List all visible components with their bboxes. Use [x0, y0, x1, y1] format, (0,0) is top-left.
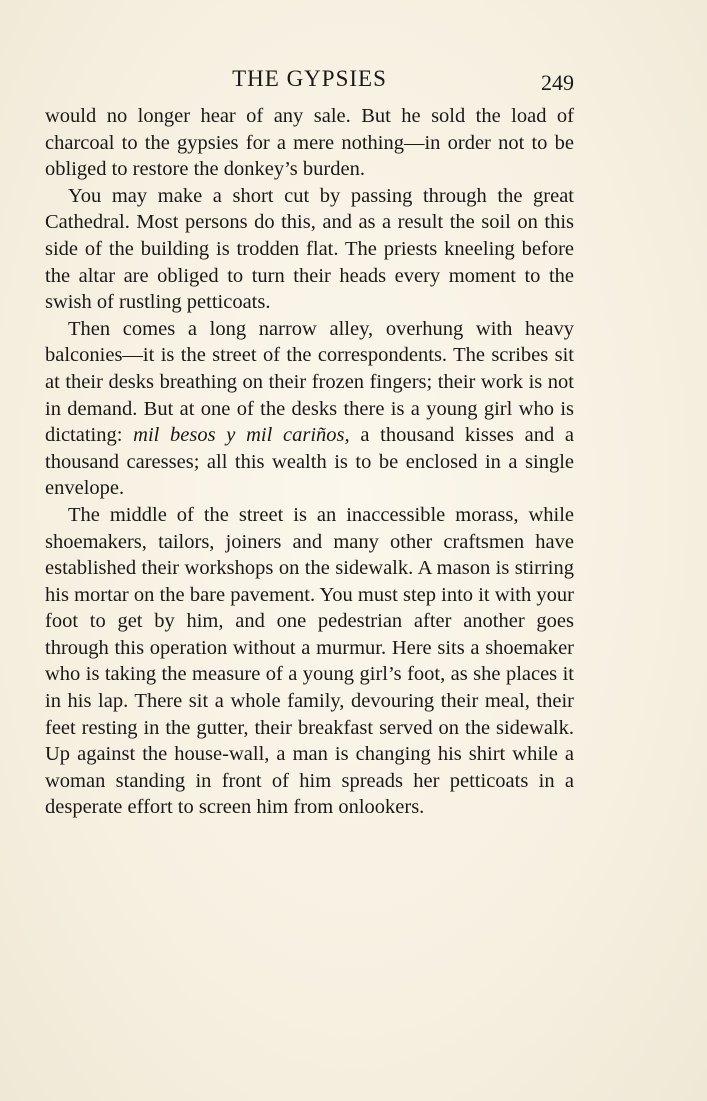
paragraph-correspondents-text-after: a thousand kisses and a thousand caresses; all this wealth is to be enclosed in a single envelope. [45, 424, 574, 500]
spanish-phrase: mil besos y mil cariños, [133, 424, 350, 447]
paragraph-charcoal-sale: would no longer hear of any sale. But he sold the load of charcoal to the gypsies for a mere nothing—in order not to be obliged to restore the donkey’s burden. [45, 105, 574, 181]
paragraph-cathedral: You may make a short cut by passing through the great Cathedral. Most persons do this, and as a result the soil on this side of the building is trodden flat. The priests kneeling before the altar are obliged to turn their heads every moment to the swish of rustling petticoats. [45, 184, 574, 314]
paragraph-correspondents-text-before: Then comes a long narrow alley, overhung with heavy balconies—it is the street of the correspondents. The scribes sit at their desks breathing on their frozen fingers; their work is not in demand. But at one of the desks there is a young girl who is dictating: [45, 317, 574, 447]
running-head: THE GYPSIES [232, 66, 387, 91]
page-header [45, 66, 574, 96]
body-text [45, 103, 574, 821]
page-number: 249 [541, 70, 574, 95]
paragraph-correspondents [45, 316, 574, 502]
paragraph-street-workshops: The middle of the street is an inaccessible morass, while shoemakers, tailors, joiners and many other craftsmen have established their workshops on the sidewalk. A mason is stirring his mortar on the bare pavement. You must step into it with your foot to get by him, and one pedestrian after another goes through this operation without a murmur. Here sits a shoemaker who is taking the measure of a young girl’s foot, as she places it in his lap. There sit a whole family, devouring their meal, their feet resting in the gutter, their breakfast served on the sidewalk. Up against the house-wall, a man is changing his shirt while a woman standing in front of him spreads her petticoats in a desperate effort to screen him from onlookers. [45, 503, 574, 819]
